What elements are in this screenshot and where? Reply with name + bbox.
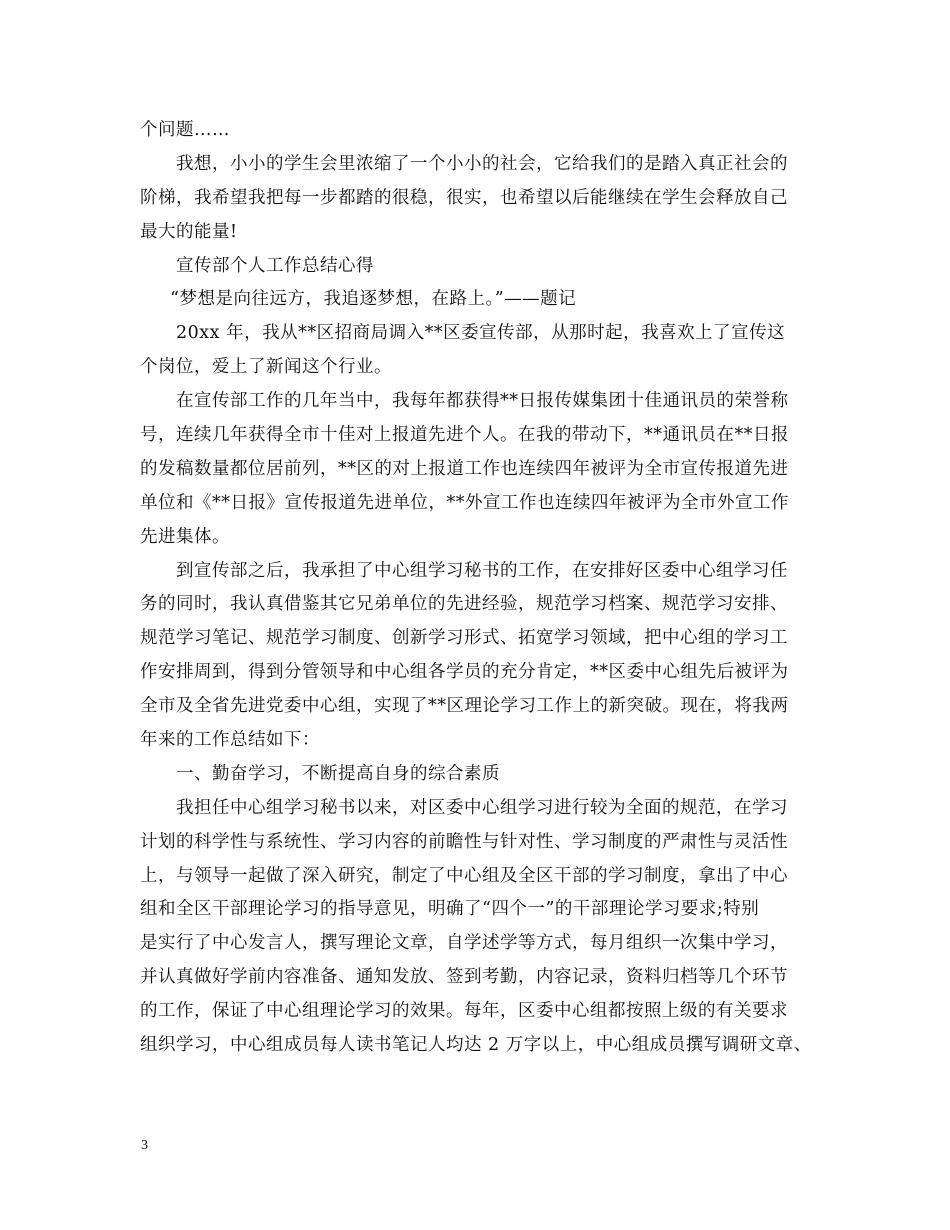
body-line: 计划的科学性与系统性、学习内容的前瞻性与针对性、学习制度的严肃性与灵活性	[140, 831, 788, 852]
body-line: 组和全区干部理论学习的指导意见，明确了“四个一”的干部理论学习要求;特别	[140, 899, 760, 920]
body-line: 全市及全省先进党委中心组，实现了**区理论学习工作上的新突破。现在，将我两	[140, 696, 789, 717]
body-line: 到宣传部之后，我承担了中心组学习秘书的工作，在安排好区委中心组学习任	[176, 560, 788, 581]
body-line: 最大的能量!	[140, 221, 238, 242]
body-line: 单位和《**日报》宣传报道先进单位，**外宣工作也连续四年被评为全市外宣工作	[140, 492, 789, 513]
body-line: 我担任中心组学习秘书以来，对区委中心组学习进行较为全面的规范，在学习	[176, 797, 788, 818]
body-line: 我想，小小的学生会里浓缩了一个小小的社会，它给我们的是踏入真正社会的	[176, 153, 788, 174]
body-line: 作安排周到，得到分管领导和中心组各学员的充分肯定，**区委中心组先后被评为	[140, 662, 789, 683]
body-line: 先进集体。	[140, 526, 230, 547]
body-line: 务的同时，我认真借鉴其它兄弟单位的先进经验，规范学习档案、规范学习安排、	[140, 594, 788, 615]
body-line: 规范学习笔记、规范学习制度、创新学习形式、拓宽学习领域，把中心组的学习工	[140, 628, 788, 649]
body-line: 个问题……	[140, 120, 230, 140]
section-title: 宣传部个人工作总结心得	[176, 255, 374, 276]
document-body	[140, 114, 816, 1063]
body-line: 在宣传部工作的几年当中，我每年都获得**日报传媒集团十佳通讯员的荣誉称	[176, 391, 789, 412]
body-line: 年来的工作总结如下：	[140, 730, 320, 751]
epigraph: “梦想是向往远方，我追逐梦想，在路上。”——题记	[170, 289, 577, 310]
body-line: 的工作，保证了中心组理论学习的效果。每年，区委中心组都按照上级的有关要求	[140, 1001, 788, 1022]
body-line: 个岗位，爱上了新闻这个行业。	[140, 357, 392, 378]
body-line: 20xx 年，我从**区招商局调入**区委宣传部，从那时起，我喜欢上了宣传这	[176, 323, 786, 344]
body-line: 的发稿数量都位居前列，**区的对上报道工作也连续四年被评为全市宣传报道先进	[140, 458, 789, 479]
section-heading: 一、勤奋学习，不断提高自身的综合素质	[176, 763, 500, 784]
body-line: 阶梯，我希望我把每一步都踏的很稳，很实，也希望以后能继续在学生会释放自己	[140, 187, 788, 208]
body-line: 并认真做好学前内容准备、通知发放、签到考勤，内容记录，资料归档等几个环节	[140, 967, 788, 988]
page-number: 3	[141, 1138, 148, 1153]
body-line: 上，与领导一起做了深入研究，制定了中心组及全区干部的学习制度，拿出了中心	[140, 865, 788, 886]
body-line: 号，连续几年获得全市十佳对上报道先进个人。在我的带动下，**通讯员在**日报	[140, 425, 789, 446]
body-line: 组织学习，中心组成员每人读书笔记人均达 2 万字以上，中心组成员撰写调研文章、	[140, 1035, 812, 1056]
body-line: 是实行了中心发言人，撰写理论文章，自学述学等方式，每月组织一次集中学习，	[140, 933, 788, 954]
